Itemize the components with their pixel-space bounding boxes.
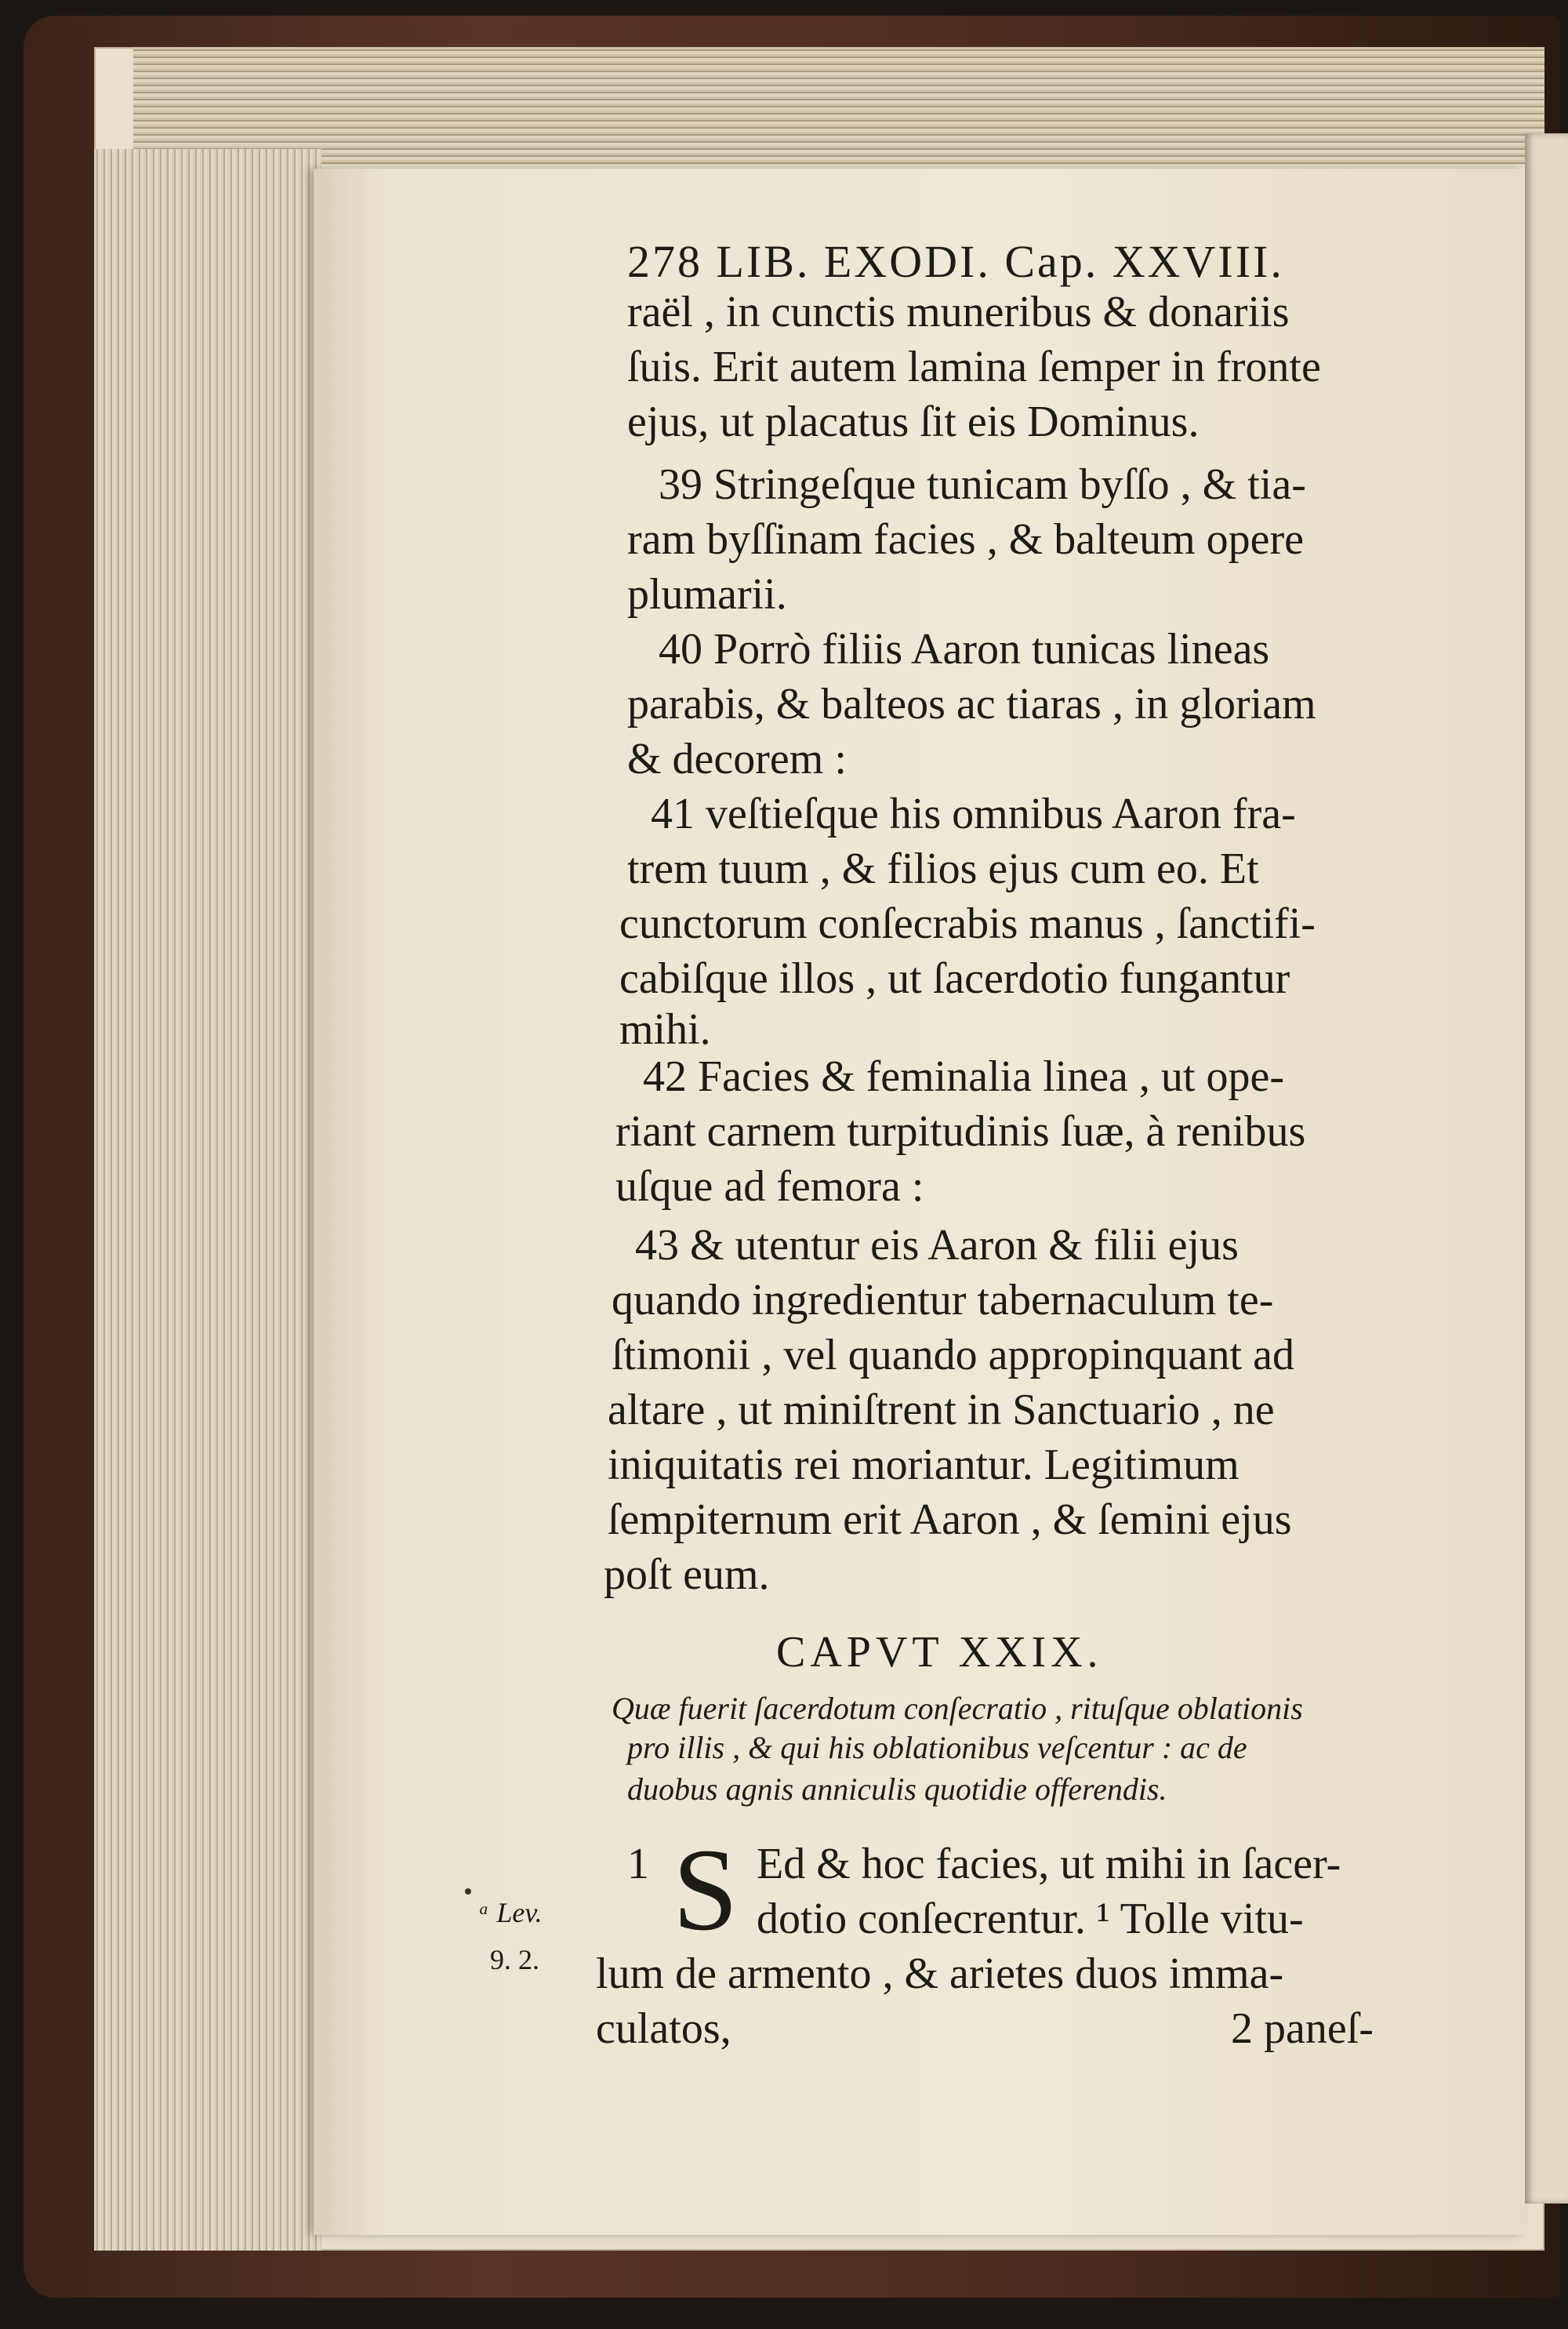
text-line: 39 Stringeſque tunicam byſſo , & tia- (659, 460, 1306, 509)
text-line: cabiſque illos , ut ſacerdotio fungantur (619, 954, 1290, 1003)
margin-note-verse: 9. 2. (490, 1944, 539, 1975)
text-line: cunctorum conſecrabis manus , ſanctifi- (619, 899, 1316, 948)
text-line: parabis, & balteos ac tiaras , in gloriam (627, 680, 1316, 728)
top-page-edges (133, 47, 1544, 165)
catchword: 2 paneſ- (1231, 2004, 1374, 2053)
text-line: culatos, (596, 2004, 731, 2053)
text-line: trem tuum , & filios ejus cum eo. Et (627, 845, 1259, 893)
chapter-title: CAPVT XXIX. (776, 1628, 1103, 1677)
text-line: 42 Facies & feminalia linea , ut ope- (643, 1052, 1284, 1101)
text-line: ram byſſinam facies , & balteum opere (627, 515, 1305, 564)
text-line: lum de armento , & arietes duos imma- (596, 1949, 1284, 1998)
text-line: ſempiternum erit Aaron , & ſemini ejus (608, 1495, 1292, 1544)
text-line: 43 & utentur eis Aaron & filii ejus (635, 1221, 1239, 1270)
text-line: riant carnem turpitudinis ſuæ, à renibus (615, 1107, 1306, 1156)
ink-dot (465, 1888, 471, 1895)
chapter-summary-line: duobus agnis anniculis quotidie offerendis. (627, 1771, 1167, 1807)
text-line: dotio conſecrentur. ¹ Tolle vitu- (757, 1895, 1304, 1943)
text-line: Ed & hoc facies, ut mihi in ſacer- (757, 1840, 1341, 1888)
text-line: 41 veſtieſque his omnibus Aaron fra- (651, 790, 1296, 838)
chapter-summary-line: Quæ fuerit ſacerdotum conſecratio , rituſque oblationis (612, 1691, 1303, 1726)
verse-number: 1 (627, 1840, 649, 1888)
text-line: & decorem : (627, 735, 847, 783)
text-line: ſuis. Erit autem lamina ſemper in fronte (627, 343, 1321, 391)
chapter-summary-line: pro illis , & qui his oblationibus veſcentur : ac de (627, 1730, 1247, 1765)
text-line: iniquitatis rei moriantur. Legitimum (608, 1441, 1240, 1489)
text-line: ſtimonii , vel quando appropinquant ad (612, 1331, 1294, 1379)
text-line: ejus, ut placatus ſit eis Dominus. (627, 398, 1200, 446)
side-page-edges (94, 149, 321, 2251)
text-line: mihi. (619, 1005, 711, 1054)
text-line: raël , in cunctis muneribus & donariis (627, 288, 1290, 336)
text-line: poſt eum. (604, 1550, 770, 1599)
text-line: altare , ut miniſtrent in Sanctuario , ne (608, 1386, 1275, 1434)
text-line: 40 Porrò filiis Aaron tunicas lineas (659, 625, 1270, 674)
running-header: 278 LIB. EXODI. Cap. XXVIII. (627, 236, 1284, 287)
text-line: quando ingredientur tabernaculum te- (612, 1276, 1274, 1324)
margin-note-ref: ᵃ Lev. (478, 1897, 543, 1928)
text-line: plumarii. (627, 570, 787, 619)
facing-page-edge (1525, 133, 1568, 2204)
text-line: uſque ad femora : (615, 1162, 924, 1211)
drop-cap: S (673, 1825, 739, 1955)
